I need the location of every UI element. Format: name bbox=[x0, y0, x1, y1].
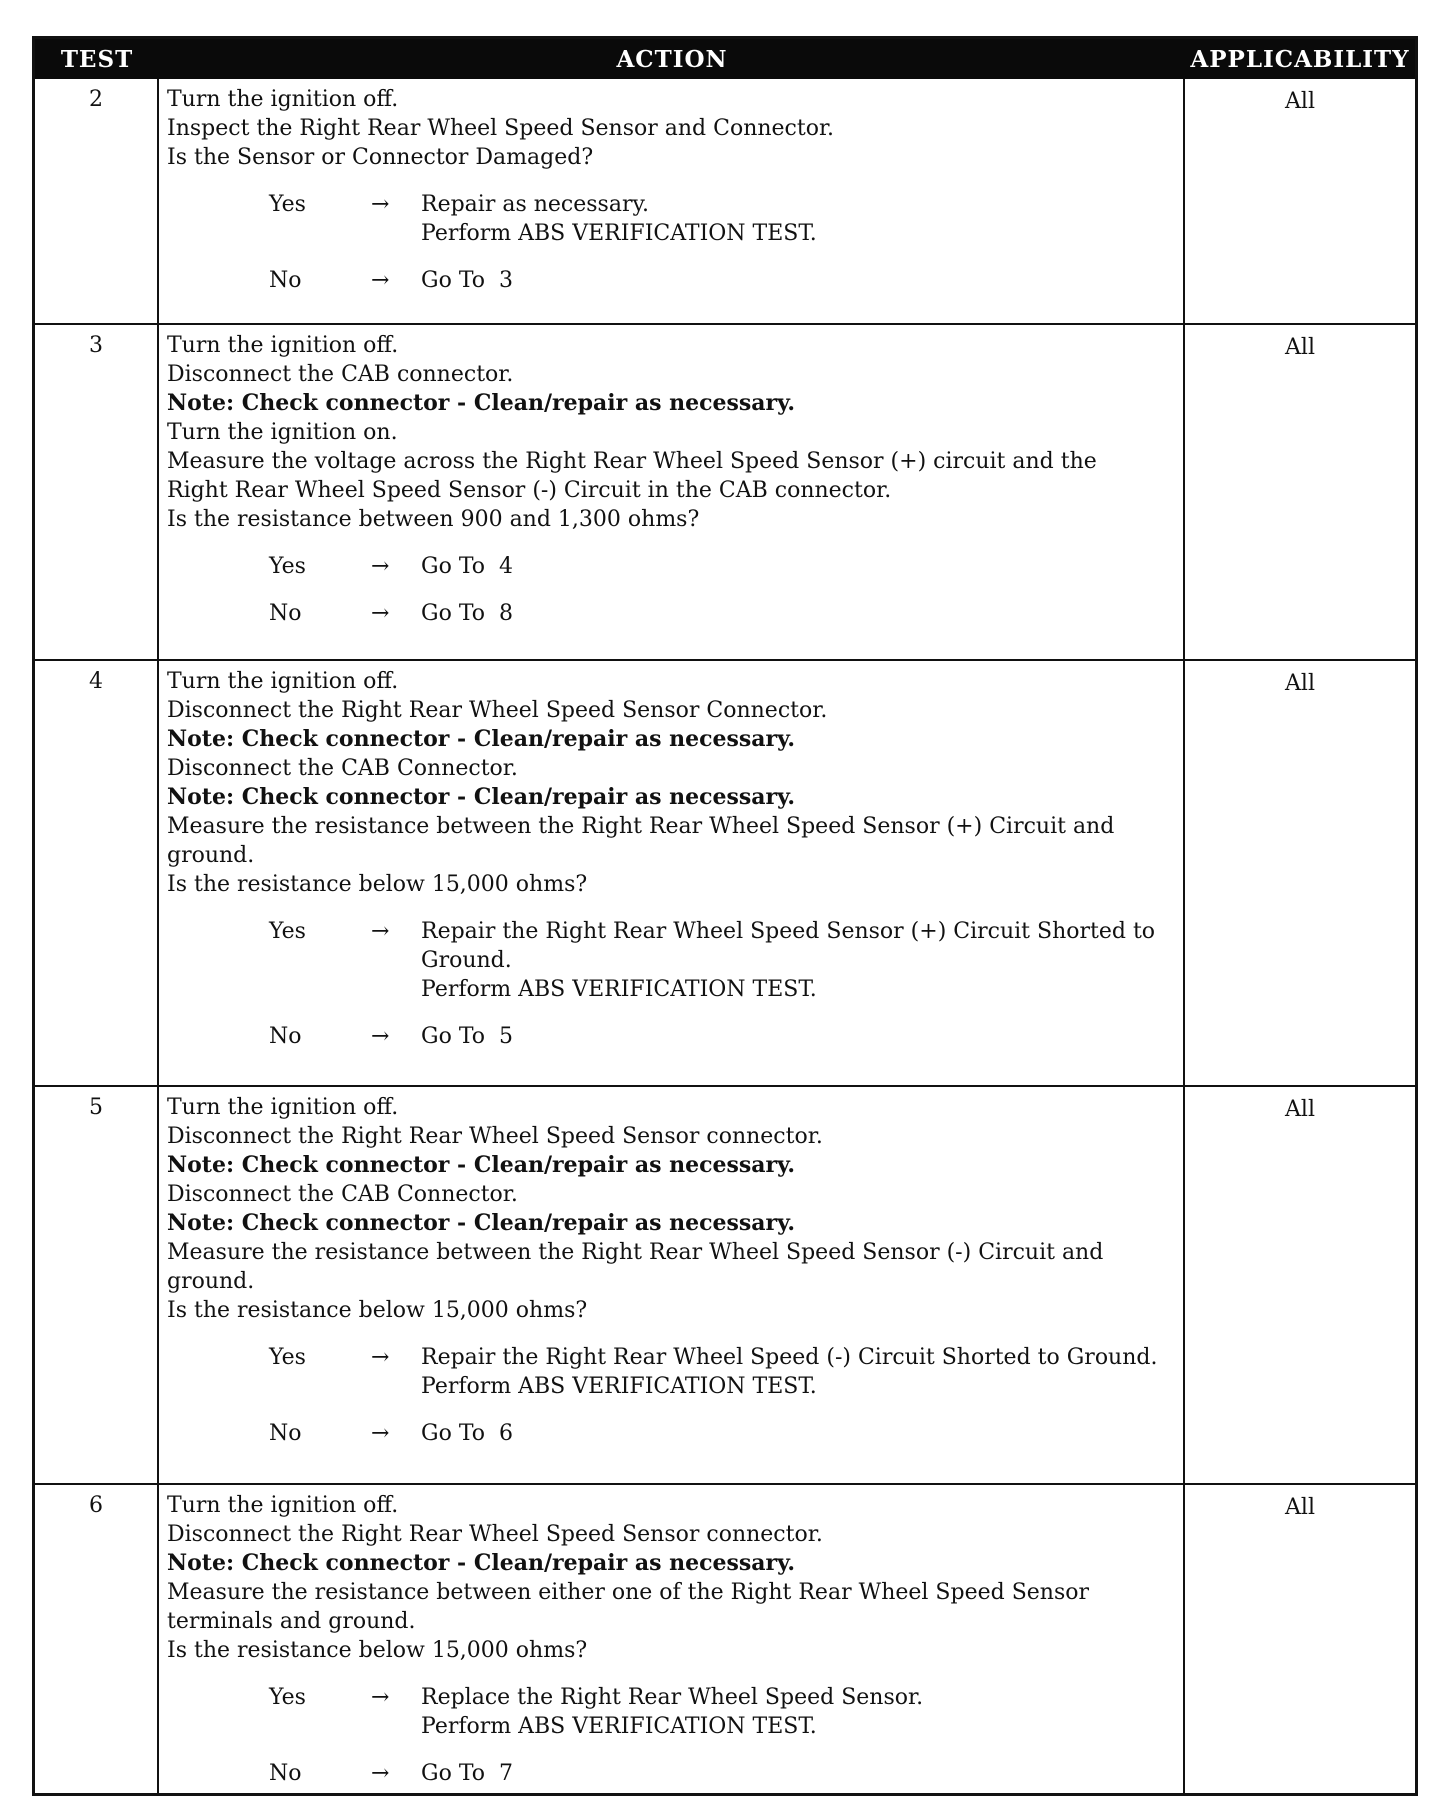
result-text: Perform ABS VERIFICATION TEST. bbox=[421, 221, 817, 246]
applicability-value: All bbox=[1285, 89, 1315, 114]
step-text: ground. bbox=[167, 1269, 255, 1294]
goto-label: Go To bbox=[421, 601, 486, 626]
action-cell bbox=[159, 1087, 1185, 1483]
yes-result bbox=[421, 1683, 1175, 1741]
applicability-value: All bbox=[1285, 335, 1315, 360]
applicability-value: All bbox=[1285, 1495, 1315, 1520]
step-text: Right Rear Wheel Speed Sensor (-) Circuit in the CAB connector. bbox=[167, 478, 892, 503]
goto-label: Go To bbox=[421, 1024, 486, 1049]
note-text: Note: Check connector - Clean/repair as necessary. bbox=[167, 390, 796, 416]
arrow-icon: → bbox=[371, 554, 390, 579]
no-branch bbox=[269, 1419, 1175, 1448]
step-text: Inspect the Right Rear Wheel Speed Sensor and Connector. bbox=[167, 116, 835, 141]
yes-branch bbox=[269, 552, 1175, 581]
goto-target: 7 bbox=[499, 1761, 514, 1786]
step-text: Is the Sensor or Connector Damaged? bbox=[167, 145, 594, 170]
step-text: Turn the ignition off. bbox=[167, 669, 399, 694]
goto-target: 5 bbox=[499, 1024, 514, 1049]
no-label: No bbox=[269, 1024, 302, 1049]
action-cell bbox=[159, 661, 1185, 1085]
goto-target: 6 bbox=[499, 1421, 514, 1446]
header-applicability: APPLICABILITY bbox=[1190, 45, 1410, 73]
step-text: Disconnect the Right Rear Wheel Speed Sensor Connector. bbox=[167, 698, 828, 723]
yes-result bbox=[421, 190, 1175, 248]
note-text: Note: Check connector - Clean/repair as necessary. bbox=[167, 1550, 796, 1576]
step-text: Measure the resistance between either one of the Right Rear Wheel Speed Sensor bbox=[167, 1580, 1090, 1605]
arrow-icon: → bbox=[371, 1761, 390, 1786]
diagnostic-table bbox=[32, 36, 1418, 1796]
step-text: Turn the ignition off. bbox=[167, 87, 399, 112]
table-row bbox=[35, 79, 1415, 323]
step-text: Is the resistance below 15,000 ohms? bbox=[167, 1298, 588, 1323]
step-text: Is the resistance between 900 and 1,300 ohms? bbox=[167, 507, 700, 532]
note-text: Note: Check connector - Clean/repair as necessary. bbox=[167, 1152, 796, 1178]
yes-label: Yes bbox=[269, 919, 306, 944]
result-text: Replace the Right Rear Wheel Speed Sensor. bbox=[421, 1685, 924, 1710]
yes-branch bbox=[269, 1683, 1175, 1741]
step-text: Measure the resistance between the Right Rear Wheel Speed Sensor (-) Circuit and bbox=[167, 1240, 1104, 1265]
arrow-icon: → bbox=[371, 1421, 390, 1446]
no-result bbox=[421, 599, 1175, 628]
step-text: Disconnect the Right Rear Wheel Speed Sensor connector. bbox=[167, 1522, 823, 1547]
no-branch bbox=[269, 599, 1175, 628]
note-text: Note: Check connector - Clean/repair as necessary. bbox=[167, 1210, 796, 1236]
no-label: No bbox=[269, 601, 302, 626]
no-label: No bbox=[269, 1421, 302, 1446]
step-text: Is the resistance below 15,000 ohms? bbox=[167, 1638, 588, 1663]
note-text: Note: Check connector - Clean/repair as necessary. bbox=[167, 726, 796, 752]
step-text: Measure the voltage across the Right Rear Wheel Speed Sensor (+) circuit and the bbox=[167, 449, 1097, 474]
goto-label: Go To bbox=[421, 268, 486, 293]
test-number: 3 bbox=[35, 325, 159, 659]
yes-label: Yes bbox=[269, 192, 306, 217]
no-result bbox=[421, 1419, 1175, 1448]
yes-branch bbox=[269, 190, 1175, 248]
test-number: 5 bbox=[35, 1087, 159, 1483]
arrow-icon: → bbox=[371, 1685, 390, 1710]
no-result bbox=[421, 1759, 1175, 1788]
arrow-icon: → bbox=[371, 192, 390, 217]
applicability-value: All bbox=[1285, 1097, 1315, 1122]
step-text: Turn the ignition on. bbox=[167, 420, 398, 445]
no-result bbox=[421, 1022, 1175, 1051]
goto-target: 3 bbox=[499, 268, 514, 293]
test-number: 4 bbox=[35, 661, 159, 1085]
action-cell bbox=[159, 325, 1185, 659]
step-text: Is the resistance below 15,000 ohms? bbox=[167, 872, 588, 897]
arrow-icon: → bbox=[371, 919, 390, 944]
no-branch bbox=[269, 1022, 1175, 1051]
header-action: ACTION bbox=[616, 45, 728, 73]
yes-result bbox=[421, 552, 1175, 581]
goto-label: Go To bbox=[421, 1761, 486, 1786]
goto-target: 4 bbox=[499, 554, 514, 579]
table-row bbox=[35, 323, 1415, 659]
table-header bbox=[35, 39, 1415, 79]
arrow-icon: → bbox=[371, 601, 390, 626]
yes-result bbox=[421, 1343, 1175, 1401]
result-text: Perform ABS VERIFICATION TEST. bbox=[421, 1374, 817, 1399]
no-label: No bbox=[269, 1761, 302, 1786]
action-cell bbox=[159, 1485, 1185, 1795]
step-text: Disconnect the Right Rear Wheel Speed Sensor connector. bbox=[167, 1124, 823, 1149]
result-text: Perform ABS VERIFICATION TEST. bbox=[421, 977, 817, 1002]
yes-label: Yes bbox=[269, 1345, 306, 1370]
yes-label: Yes bbox=[269, 1685, 306, 1710]
goto-target: 8 bbox=[499, 601, 514, 626]
yes-label: Yes bbox=[269, 554, 306, 579]
step-text: Measure the resistance between the Right Rear Wheel Speed Sensor (+) Circuit and bbox=[167, 814, 1115, 839]
test-number: 2 bbox=[35, 79, 159, 323]
yes-result bbox=[421, 917, 1175, 1004]
arrow-icon: → bbox=[371, 1024, 390, 1049]
step-text: Disconnect the CAB Connector. bbox=[167, 1182, 518, 1207]
test-number: 6 bbox=[35, 1485, 159, 1795]
step-text: Turn the ignition off. bbox=[167, 1095, 399, 1120]
no-label: No bbox=[269, 268, 302, 293]
goto-label: Go To bbox=[421, 1421, 486, 1446]
yes-branch bbox=[269, 1343, 1175, 1401]
no-result bbox=[421, 266, 1175, 295]
no-branch bbox=[269, 266, 1175, 295]
goto-label: Go To bbox=[421, 554, 486, 579]
note-text: Note: Check connector - Clean/repair as necessary. bbox=[167, 784, 796, 810]
step-text: Turn the ignition off. bbox=[167, 1493, 399, 1518]
table-row bbox=[35, 659, 1415, 1085]
applicability-value: All bbox=[1285, 671, 1315, 696]
arrow-icon: → bbox=[371, 1345, 390, 1370]
arrow-icon: → bbox=[371, 268, 390, 293]
step-text: Disconnect the CAB connector. bbox=[167, 362, 514, 387]
yes-branch bbox=[269, 917, 1175, 1004]
table-row bbox=[35, 1085, 1415, 1483]
header-test: TEST bbox=[60, 45, 134, 73]
table-row bbox=[35, 1483, 1415, 1795]
result-text: Repair the Right Rear Wheel Speed Sensor (+) Circuit Shorted to bbox=[421, 919, 1156, 944]
step-text: ground. bbox=[167, 843, 255, 868]
result-text: Repair as necessary. bbox=[421, 192, 649, 217]
result-text: Perform ABS VERIFICATION TEST. bbox=[421, 1714, 817, 1739]
result-text: Ground. bbox=[421, 948, 512, 973]
step-text: terminals and ground. bbox=[167, 1609, 416, 1634]
result-text: Repair the Right Rear Wheel Speed (-) Circuit Shorted to Ground. bbox=[421, 1345, 1158, 1370]
step-text: Turn the ignition off. bbox=[167, 333, 399, 358]
no-branch bbox=[269, 1759, 1175, 1788]
step-text: Disconnect the CAB Connector. bbox=[167, 756, 518, 781]
action-cell bbox=[159, 79, 1185, 323]
